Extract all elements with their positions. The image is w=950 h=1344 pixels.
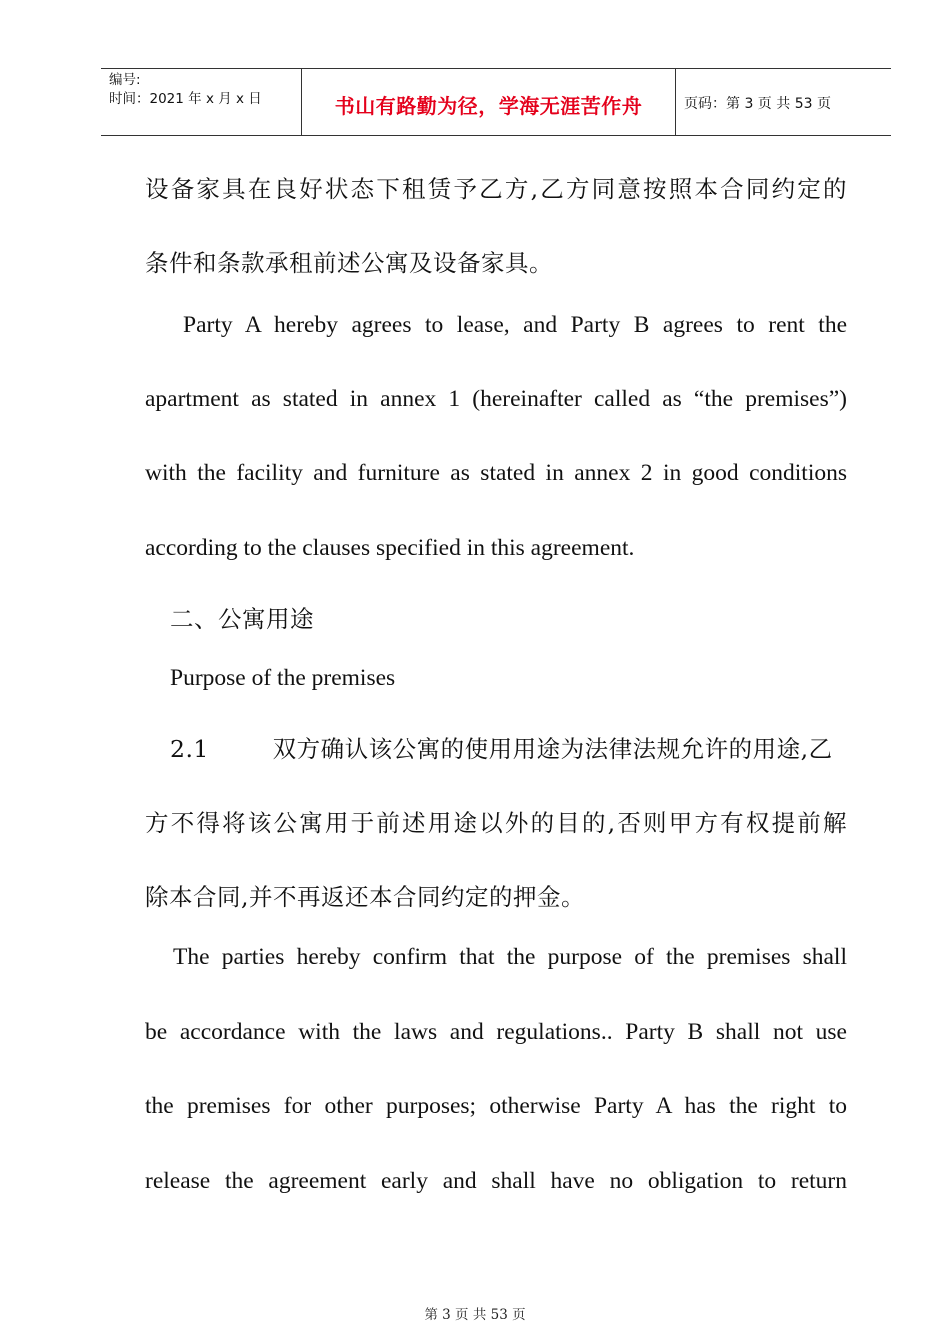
header-page-info: 页码：第 3 页 共 53 页 (684, 96, 831, 112)
document-code-label: 编号: (109, 72, 141, 88)
header-motto: 书山有路勤为径，学海无涯苦作舟 (302, 69, 676, 135)
body-line: with the facility and furniture as stated in annex 2 in good conditions (145, 460, 847, 486)
page-header (101, 68, 891, 136)
document-date: 时间：2021 年 x 月 x 日 (109, 91, 262, 107)
body-line: 除本合同,并不再返还本合同约定的押金。 (145, 883, 585, 911)
section-subheading: Purpose of the premises (170, 665, 396, 691)
clause-line: 2.1 双方确认该公寓的使用用途为法律法规允许的用途,乙 (170, 735, 833, 763)
body-line: the premises for other purposes; otherwise Party A has the right to (145, 1093, 847, 1119)
body-line: be accordance with the laws and regulations.. Party B shall not use (145, 1019, 847, 1045)
body-line: Party A hereby agrees to lease, and Party B agrees to rent the (183, 312, 847, 338)
section-heading: 二、公寓用途 (170, 605, 314, 633)
page-footer: 第 3 页 共 53 页 (424, 1307, 526, 1323)
body-line: 方不得将该公寓用于前述用途以外的目的,否则甲方有权提前解 (145, 809, 847, 837)
body-line: 设备家具在良好状态下租赁予乙方,乙方同意按照本合同约定的 (145, 175, 847, 203)
body-line: apartment as stated in annex 1 (hereinafter called as “the premises”) (145, 386, 847, 412)
body-line: according to the clauses specified in this agreement. (145, 535, 635, 561)
body-line: release the agreement early and shall have no obligation to return (145, 1168, 847, 1194)
body-line: The parties hereby confirm that the purpose of the premises shall (173, 944, 847, 970)
header-meta (101, 69, 302, 135)
body-line: 条件和条款承租前述公寓及设备家具。 (145, 249, 553, 277)
